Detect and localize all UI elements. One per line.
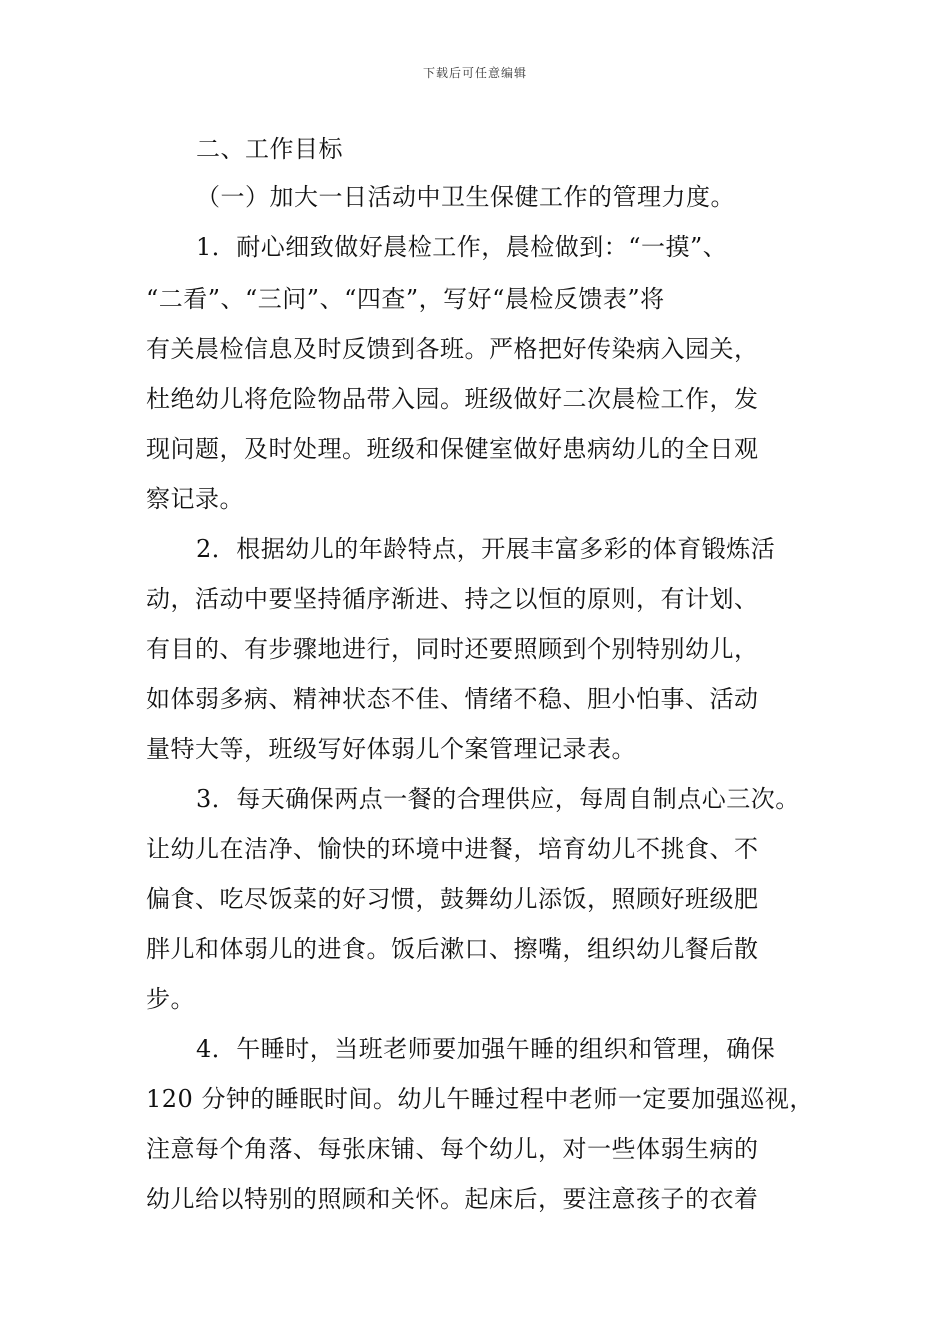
paragraph-line: 幼儿给以特别的照顾和关怀。起床后，要注意孩子的衣着 (146, 1185, 759, 1213)
paragraph-line: 胖儿和体弱儿的进食。饭后漱口、擦嘴，组织幼儿餐后散 (146, 935, 759, 963)
paragraph-line: 现问题，及时处理。班级和保健室做好患病幼儿的全日观 (146, 435, 759, 463)
paragraph-line: 注意每个角落、每张床铺、每个幼儿，对一些体弱生病的 (146, 1135, 759, 1163)
paragraph-line: 有关晨检信息及时反馈到各班。严格把好传染病入园关， (146, 335, 759, 363)
paragraph-line: 察记录。 (146, 485, 244, 513)
paragraph-line: 让幼儿在洁净、愉快的环境中进餐，培育幼儿不挑食、不 (146, 835, 759, 863)
paragraph-line: 量特大等，班级写好体弱儿个案管理记录表。 (146, 735, 636, 763)
paragraph-line: 杜绝幼儿将危险物品带入园。班级做好二次晨检工作，发 (146, 385, 759, 413)
paragraph-line: 有目的、有步骤地进行，同时还要照顾到个别特别幼儿， (146, 635, 759, 663)
subsection-title: （一）加大一日活动中卫生保健工作的管理力度。 (196, 183, 735, 211)
paragraph-line: 动，活动中要坚持循序渐进、持之以恒的原则，有计划、 (146, 585, 759, 613)
paragraph-line: 步。 (146, 985, 195, 1013)
paragraph-line: 偏食、吃尽饭菜的好习惯，鼓舞幼儿添饭，照顾好班级肥 (146, 885, 759, 913)
paragraph-line: 3．每天确保两点一餐的合理供应，每周自制点心三次。 (196, 785, 800, 813)
paragraph-line: 4．午睡时，当班老师要加强午睡的组织和管理，确保 (196, 1035, 776, 1063)
paragraph-line: 1．耐心细致做好晨检工作，晨检做到：“一摸”、 (196, 233, 728, 261)
paragraph-line: 120 分钟的睡眠时间。幼儿午睡过程中老师一定要加强巡视， (146, 1085, 814, 1113)
paragraph-line: 如体弱多病、精神状态不佳、情绪不稳、胆小怕事、活动 (146, 685, 759, 713)
paragraph-line: 2．根据幼儿的年龄特点，开展丰富多彩的体育锻炼活 (196, 535, 776, 563)
header-note: 下载后可任意编辑 (422, 66, 527, 80)
section-title: 二、工作目标 (196, 135, 343, 163)
paragraph-line: “二看”、“三问”、“四查”，写好“晨检反馈表”将 (146, 285, 665, 313)
